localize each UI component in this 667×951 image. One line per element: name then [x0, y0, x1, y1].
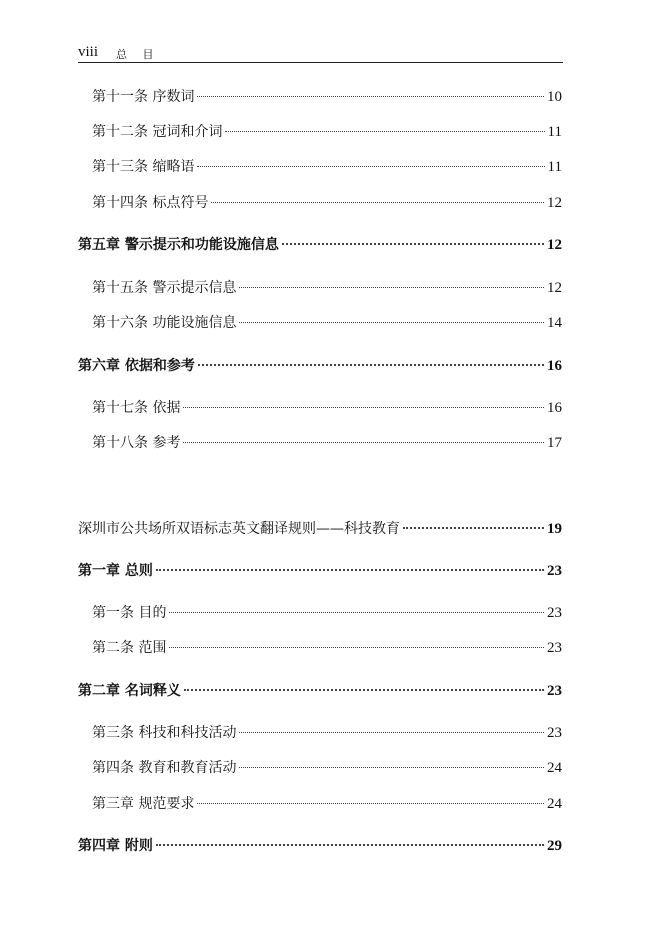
- toc-entry-label: 第十六条 功能设施信息: [92, 315, 237, 331]
- toc-entry-page: 11: [547, 159, 562, 175]
- toc-entry-page: 23: [547, 683, 562, 699]
- toc-leader-dots: [239, 287, 544, 288]
- toc-leader-dots: [197, 96, 544, 97]
- toc-leader-dots: [156, 844, 544, 846]
- toc-leader-dots: [197, 166, 544, 167]
- toc-entry-label: 第十二条 冠词和介词: [92, 124, 223, 140]
- toc-entry-article-13[interactable]: [92, 156, 562, 176]
- toc-entry-page: 17: [547, 435, 562, 451]
- toc-leader-dots: [282, 243, 544, 245]
- toc-leader-dots: [225, 131, 544, 132]
- toc-entry-page: 12: [547, 280, 562, 296]
- toc-leader-dots: [239, 322, 544, 323]
- toc-entry-label: 第三章 规范要求: [92, 796, 195, 812]
- toc-entry-page: 23: [547, 725, 562, 741]
- toc-leader-dots: [183, 407, 544, 408]
- toc-entry-chapter-3[interactable]: [92, 793, 562, 813]
- toc-leader-dots: [183, 442, 544, 443]
- toc-entry-label: 第二条 范围: [92, 640, 167, 656]
- toc-leader-dots: [211, 202, 544, 203]
- toc-entry-article-12[interactable]: [92, 121, 562, 141]
- toc-entry-chapter-5[interactable]: [78, 234, 562, 254]
- toc-entry-page: 16: [547, 400, 562, 416]
- toc-entry-chapter-6[interactable]: [78, 355, 562, 375]
- toc-entry-article-11[interactable]: [92, 86, 562, 106]
- toc-leader-dots: [184, 689, 544, 691]
- toc-leader-dots: [169, 612, 544, 613]
- toc-entry-label: 第四章 附则: [78, 838, 153, 854]
- toc-entry-label: 深圳市公共场所双语标志英文翻译规则——科技教育: [78, 521, 400, 537]
- toc-entry-page: 12: [547, 195, 562, 211]
- toc-entry-article-18[interactable]: [92, 432, 562, 452]
- toc-entry-label: 第一条 目的: [92, 605, 167, 621]
- toc-entry-page: 19: [547, 521, 562, 537]
- toc-entry-article-3[interactable]: [92, 722, 562, 742]
- toc-leader-dots: [197, 803, 544, 804]
- toc-entry-label: 第五章 警示提示和功能设施信息: [78, 237, 279, 253]
- toc-entry-page: 11: [547, 124, 562, 140]
- toc-entry-label: 第四条 教育和教育活动: [92, 760, 237, 776]
- toc-entry-page: 14: [547, 315, 562, 331]
- toc-entry-article-4[interactable]: [92, 757, 562, 777]
- header-title: 总 目: [116, 48, 160, 61]
- toc-entry-page: 29: [547, 838, 562, 854]
- toc-entry-article-14[interactable]: [92, 192, 562, 212]
- toc-entry-article-1[interactable]: [92, 602, 562, 622]
- toc-entry-page: 12: [547, 237, 562, 253]
- toc-entry-chapter-2[interactable]: [78, 680, 562, 700]
- toc-entry-chapter-1[interactable]: [78, 560, 562, 580]
- toc-entry-page: 24: [547, 796, 562, 812]
- toc-entry-label: 第三条 科技和科技活动: [92, 725, 237, 741]
- toc-entry-label: 第二章 名词释义: [78, 683, 181, 699]
- toc-entry-label: 第十四条 标点符号: [92, 195, 209, 211]
- toc-entry-page: 24: [547, 760, 562, 776]
- toc-entry-page: 10: [547, 89, 562, 105]
- toc-entry-article-17[interactable]: [92, 397, 562, 417]
- toc-entry-page: 23: [547, 605, 562, 621]
- toc-leader-dots: [239, 732, 544, 733]
- toc-entry-label: 第十五条 警示提示信息: [92, 280, 237, 296]
- running-header: [78, 40, 563, 63]
- toc-entry-chapter-4[interactable]: [78, 835, 562, 855]
- toc-leader-dots: [198, 364, 544, 366]
- toc-entry-article-16[interactable]: [92, 312, 562, 332]
- toc-leader-dots: [239, 767, 544, 768]
- toc-entry-label: 第六章 依据和参考: [78, 358, 195, 374]
- toc-entry-label: 第十三条 缩略语: [92, 159, 195, 175]
- toc-leader-dots: [156, 569, 544, 571]
- toc-leader-dots: [403, 527, 544, 529]
- toc-entry-label: 第十一条 序数词: [92, 89, 195, 105]
- toc-entry-label: 第十七条 依据: [92, 400, 181, 416]
- toc-entry-part-title[interactable]: [78, 518, 562, 538]
- toc-entry-label: 第十八条 参考: [92, 435, 181, 451]
- toc-entry-article-2[interactable]: [92, 637, 562, 657]
- toc-entry-page: 23: [547, 563, 562, 579]
- header-page-number: viii: [78, 44, 99, 60]
- toc-entry-page: 23: [547, 640, 562, 656]
- toc-entry-page: 16: [547, 358, 562, 374]
- toc-entry-label: 第一章 总则: [78, 563, 153, 579]
- toc-leader-dots: [169, 647, 544, 648]
- toc-entry-article-15[interactable]: [92, 277, 562, 297]
